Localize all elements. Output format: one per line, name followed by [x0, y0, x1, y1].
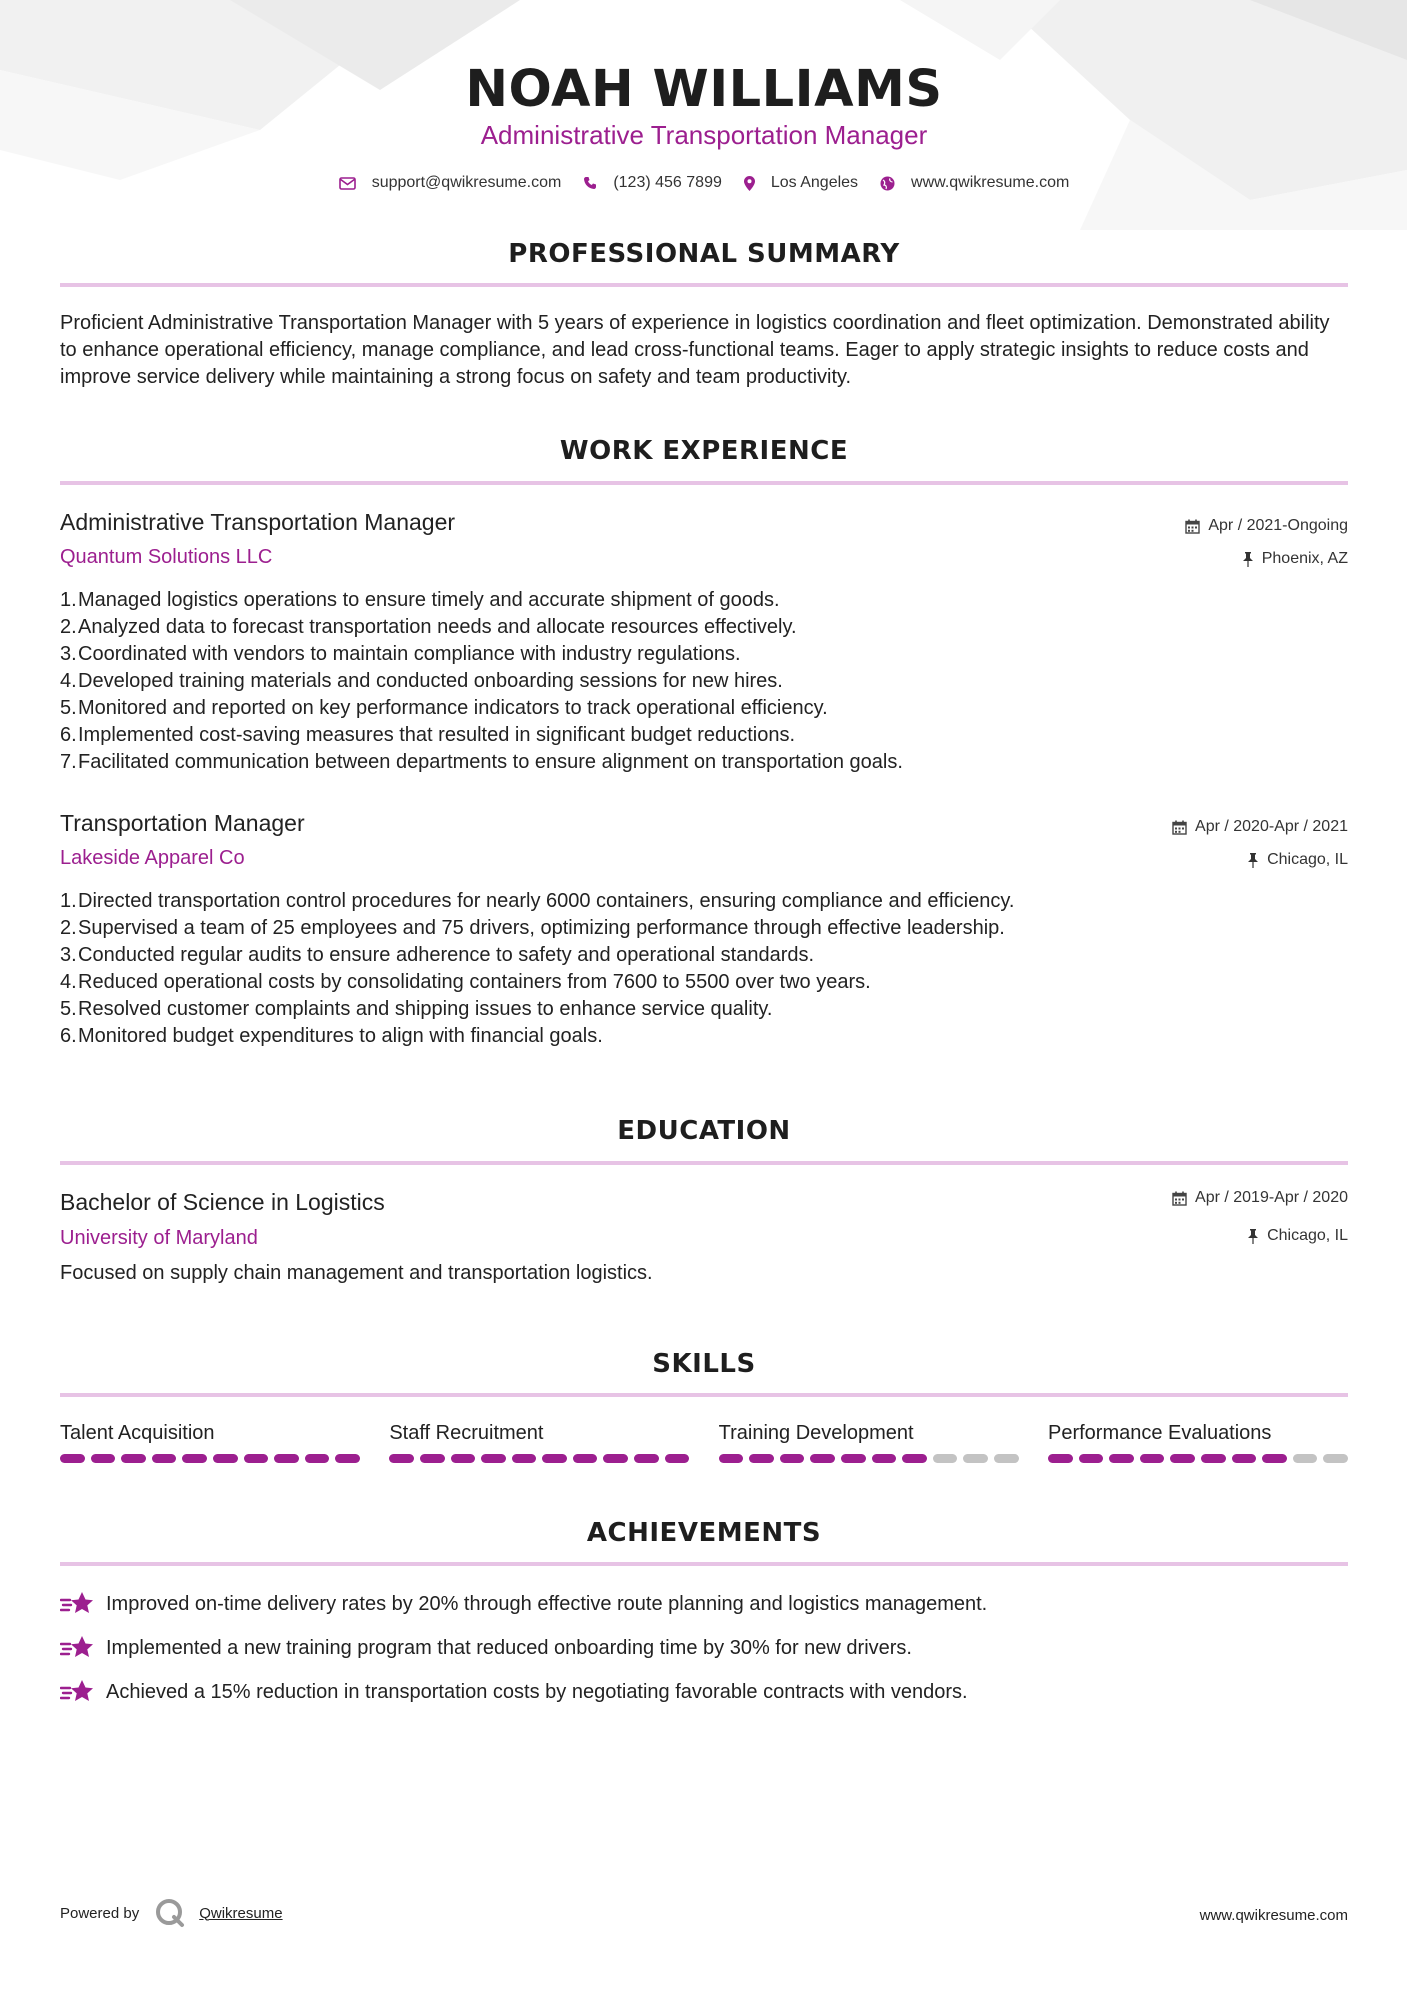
- pushpin-icon: [1247, 1229, 1259, 1244]
- job-dates: [1185, 517, 1348, 535]
- contact-location-text: Los Angeles: [770, 174, 859, 191]
- job-bullet: Supervised a team of 25 employees and 75 drivers, optimizing performance through effective leadership.: [78, 917, 1005, 939]
- job-bullet-list: [78, 587, 1338, 776]
- summary-divider: [60, 283, 1348, 287]
- job-location: [1247, 851, 1348, 869]
- skill-rating: [1048, 1454, 1348, 1463]
- job-company: Quantum Solutions LLC: [60, 546, 273, 568]
- phone-icon: [583, 176, 597, 190]
- envelope-icon: [339, 177, 356, 190]
- skill-label: Talent Acquisition: [60, 1422, 215, 1444]
- skill-dot-empty: [1323, 1454, 1348, 1463]
- education-heading: EDUCATION: [617, 1116, 791, 1146]
- contact-website-text: www.qwikresume.com: [911, 174, 1070, 191]
- job-location-text: Phoenix, AZ: [1261, 550, 1348, 567]
- calendar-icon: [1172, 1191, 1187, 1206]
- skill-dot-filled: [481, 1454, 506, 1463]
- star-icon: [60, 1634, 94, 1662]
- job-company: Lakeside Apparel Co: [60, 847, 245, 869]
- calendar-icon: [1172, 820, 1187, 835]
- skill-dot-filled: [451, 1454, 476, 1463]
- candidate-name: NOAH WILLIAMS: [465, 60, 943, 119]
- skill-item: [60, 1422, 360, 1463]
- candidate-title: Administrative Transportation Manager: [480, 120, 928, 150]
- summary-text: Proficient Administrative Transportation Manager with 5 years of experience in logistics coordination and fleet optimization. Demonstrated ability to enhance operational efficiency, manage compliance, and lead cross-functional teams. Eager to apply strategic insights to reduce costs and improve service delivery while maintaining a strong focus on safety and team productivity.: [60, 312, 1330, 388]
- skill-dot-filled: [305, 1454, 330, 1463]
- education-dates: [1172, 1189, 1348, 1207]
- skill-dot-filled: [1048, 1454, 1073, 1463]
- summary-heading: PROFESSIONAL SUMMARY: [508, 239, 900, 269]
- skill-dot-filled: [634, 1454, 659, 1463]
- job-bullet: Monitored budget expenditures to align with financial goals.: [78, 1025, 603, 1047]
- skill-dot-filled: [542, 1454, 567, 1463]
- calendar-icon: [1185, 519, 1200, 534]
- job-bullet: Resolved customer complaints and shipping issues to enhance service quality.: [78, 998, 773, 1020]
- achievements-divider: [60, 1562, 1348, 1566]
- skill-dot-filled: [841, 1454, 866, 1463]
- contact-email[interactable]: [339, 174, 562, 192]
- skill-dot-filled: [1170, 1454, 1195, 1463]
- education-degree: Bachelor of Science in Logistics: [60, 1189, 385, 1215]
- skill-dot-filled: [1232, 1454, 1257, 1463]
- education-description: Focused on supply chain management and transportation logistics.: [60, 1262, 653, 1284]
- skill-dot-filled: [274, 1454, 299, 1463]
- skill-dot-filled: [1079, 1454, 1104, 1463]
- education-dates-text: Apr / 2019-Apr / 2020: [1195, 1189, 1348, 1206]
- skill-dot-filled: [213, 1454, 238, 1463]
- job-dates: [1172, 818, 1348, 836]
- job-bullet: Coordinated with vendors to maintain compliance with industry regulations.: [78, 643, 741, 665]
- education-divider: [60, 1161, 1348, 1165]
- skill-dot-filled: [1201, 1454, 1226, 1463]
- skill-dot-filled: [152, 1454, 177, 1463]
- job-location-text: Chicago, IL: [1267, 851, 1348, 868]
- contact-website[interactable]: [880, 174, 1069, 192]
- achievement-text: Improved on-time delivery rates by 20% through effective route planning and logistics management.: [106, 1592, 988, 1615]
- achievements-heading: ACHIEVEMENTS: [586, 1518, 822, 1548]
- skill-item: [1048, 1422, 1348, 1463]
- footer-branding: [60, 1898, 283, 1928]
- skill-label: Staff Recruitment: [389, 1422, 544, 1444]
- experience-heading: WORK EXPERIENCE: [559, 436, 849, 466]
- achievement-item: [60, 1634, 1348, 1662]
- skill-dot-filled: [1262, 1454, 1287, 1463]
- skill-dot-filled: [420, 1454, 445, 1463]
- job-location: [1242, 550, 1348, 568]
- job-dates-text: Apr / 2020-Apr / 2021: [1195, 818, 1348, 835]
- job-bullet: Implemented cost-saving measures that resulted in significant budget reductions.: [78, 724, 796, 746]
- job-bullet: Monitored and reported on key performance indicators to track operational efficiency.: [78, 697, 828, 719]
- job-bullet: Reduced operational costs by consolidating containers from 7600 to 5500 over two years.: [78, 971, 871, 993]
- skills-divider: [60, 1393, 1348, 1397]
- experience-divider: [60, 481, 1348, 485]
- contact-phone-text: (123) 456 7899: [613, 174, 722, 191]
- contact-bar: [60, 174, 1348, 192]
- education-location: [1247, 1227, 1348, 1245]
- qwikresume-logo-icon: [155, 1898, 185, 1928]
- skill-dot-filled: [121, 1454, 146, 1463]
- achievement-text: Achieved a 15% reduction in transportation costs by negotiating favorable contracts with vendors.: [106, 1680, 968, 1703]
- job-bullet: Directed transportation control procedures for nearly 6000 containers, ensuring compliance and efficiency.: [78, 890, 1015, 912]
- education-location-text: Chicago, IL: [1267, 1227, 1348, 1244]
- skill-dot-filled: [902, 1454, 927, 1463]
- skill-dot-filled: [512, 1454, 537, 1463]
- job-dates-text: Apr / 2021-Ongoing: [1208, 517, 1348, 534]
- skill-dot-filled: [182, 1454, 207, 1463]
- skill-dot-empty: [994, 1454, 1019, 1463]
- skill-dot-empty: [963, 1454, 988, 1463]
- star-icon: [60, 1590, 94, 1618]
- pushpin-icon: [1242, 552, 1254, 567]
- skill-label: Performance Evaluations: [1047, 1422, 1272, 1444]
- skill-dot-filled: [91, 1454, 116, 1463]
- job-title: Transportation Manager: [60, 810, 305, 836]
- job-bullet-list: [78, 888, 1338, 1050]
- skill-label: Training Development: [718, 1422, 914, 1444]
- skill-dot-filled: [780, 1454, 805, 1463]
- skill-item: [719, 1422, 1019, 1463]
- contact-location: [744, 174, 858, 192]
- skill-dot-empty: [933, 1454, 958, 1463]
- skill-dot-filled: [1109, 1454, 1134, 1463]
- contact-email-text: support@qwikresume.com: [371, 174, 562, 191]
- skill-dot-empty: [1293, 1454, 1318, 1463]
- skill-dot-filled: [1140, 1454, 1165, 1463]
- skill-dot-filled: [749, 1454, 774, 1463]
- pushpin-icon: [1247, 853, 1259, 868]
- achievement-item: [60, 1590, 1348, 1618]
- footer-website-link[interactable]: www.qwikresume.com: [1199, 1907, 1348, 1924]
- skill-rating: [719, 1454, 1019, 1463]
- job-bullet: Conducted regular audits to ensure adherence to safety and operational standards.: [78, 944, 815, 966]
- skill-dot-filled: [603, 1454, 628, 1463]
- globe-icon: [880, 176, 895, 191]
- skill-rating: [389, 1454, 689, 1463]
- star-icon: [60, 1678, 94, 1706]
- qwikresume-link[interactable]: Qwikresume: [199, 1904, 283, 1922]
- skill-dot-filled: [335, 1454, 360, 1463]
- job-bullet: Facilitated communication between departments to ensure alignment on transportation goals.: [78, 751, 903, 773]
- skill-rating: [60, 1454, 360, 1463]
- contact-phone[interactable]: [583, 174, 722, 192]
- job-bullet: Developed training materials and conducted onboarding sessions for new hires.: [78, 670, 783, 692]
- skill-item: [389, 1422, 689, 1463]
- job-bullet: Managed logistics operations to ensure timely and accurate shipment of goods.: [78, 589, 780, 611]
- job-title: Administrative Transportation Manager: [60, 509, 456, 535]
- education-school: University of Maryland: [60, 1227, 258, 1249]
- skill-dot-filled: [389, 1454, 414, 1463]
- powered-by-label: Powered by: [60, 1904, 140, 1922]
- skill-dot-filled: [872, 1454, 897, 1463]
- skills-grid: [60, 1422, 1348, 1463]
- skill-dot-filled: [665, 1454, 690, 1463]
- skill-dot-filled: [573, 1454, 598, 1463]
- skills-heading: SKILLS: [652, 1349, 756, 1379]
- achievement-item: [60, 1678, 1348, 1706]
- skill-dot-filled: [244, 1454, 269, 1463]
- skill-dot-filled: [810, 1454, 835, 1463]
- skill-dot-filled: [719, 1454, 744, 1463]
- skill-dot-filled: [60, 1454, 85, 1463]
- achievement-text: Implemented a new training program that reduced onboarding time by 30% for new drivers.: [106, 1636, 912, 1659]
- job-bullet: Analyzed data to forecast transportation needs and allocate resources effectively.: [78, 616, 797, 638]
- map-pin-icon: [744, 176, 755, 191]
